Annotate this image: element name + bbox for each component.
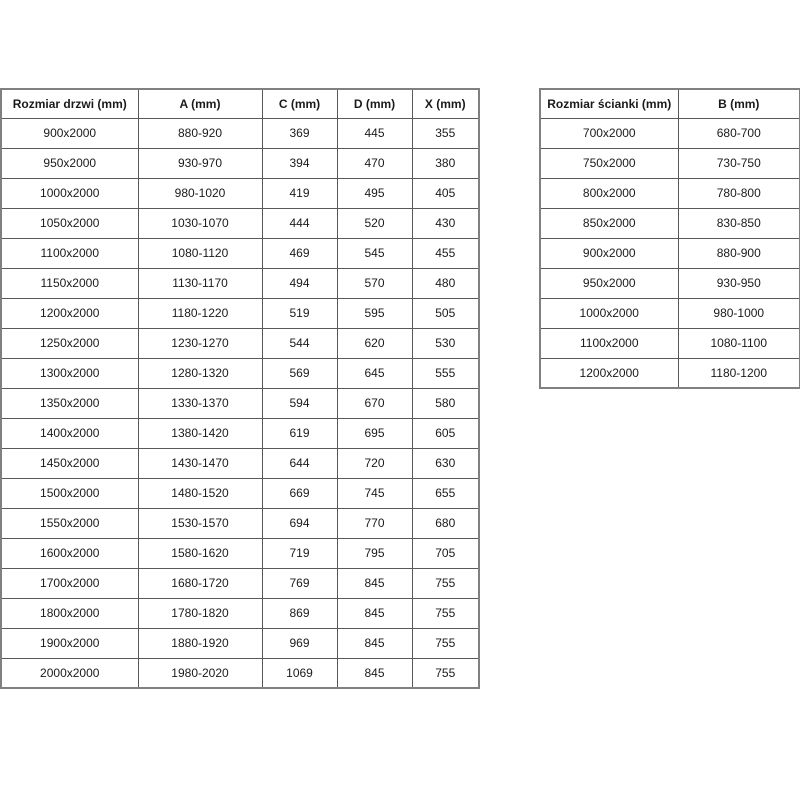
table-cell: 980-1000 [678, 298, 800, 328]
table-cell: 1480-1520 [138, 478, 262, 508]
table-cell: 694 [262, 508, 337, 538]
table-cell: 445 [337, 118, 412, 148]
table-cell: 594 [262, 388, 337, 418]
table-cell: 620 [337, 328, 412, 358]
table-cell: 1600x2000 [1, 538, 138, 568]
table-cell: 845 [337, 598, 412, 628]
table-cell: 645 [337, 358, 412, 388]
table-cell: 845 [337, 628, 412, 658]
table-cell: 670 [337, 388, 412, 418]
table-cell: 1800x2000 [1, 598, 138, 628]
table-cell: 1450x2000 [1, 448, 138, 478]
column-header: D (mm) [337, 89, 412, 118]
wall-sizes-table-header [540, 89, 800, 118]
table-cell: 1400x2000 [1, 418, 138, 448]
table-cell: 545 [337, 238, 412, 268]
table-row [540, 298, 800, 328]
table-cell: 780-800 [678, 178, 800, 208]
table-cell: 1530-1570 [138, 508, 262, 538]
table-cell: 1550x2000 [1, 508, 138, 538]
table-cell: 769 [262, 568, 337, 598]
table-row [1, 478, 479, 508]
table-cell: 950x2000 [1, 148, 138, 178]
table-cell: 619 [262, 418, 337, 448]
column-header: X (mm) [412, 89, 479, 118]
table-cell: 1150x2000 [1, 268, 138, 298]
table-cell: 880-900 [678, 238, 800, 268]
table-row [1, 178, 479, 208]
table-cell: 980-1020 [138, 178, 262, 208]
table-cell: 470 [337, 148, 412, 178]
table-cell: 930-950 [678, 268, 800, 298]
table-cell: 1180-1220 [138, 298, 262, 328]
table-cell: 755 [412, 568, 479, 598]
table-cell: 1900x2000 [1, 628, 138, 658]
table-cell: 755 [412, 598, 479, 628]
table-row [540, 268, 800, 298]
table-cell: 1080-1120 [138, 238, 262, 268]
table-cell: 1380-1420 [138, 418, 262, 448]
table-cell: 555 [412, 358, 479, 388]
table-cell: 1250x2000 [1, 328, 138, 358]
table-cell: 900x2000 [540, 238, 678, 268]
table-cell: 900x2000 [1, 118, 138, 148]
table-cell: 869 [262, 598, 337, 628]
table-row [1, 328, 479, 358]
column-header: B (mm) [678, 89, 800, 118]
table-cell: 1000x2000 [1, 178, 138, 208]
table-cell: 444 [262, 208, 337, 238]
table-cell: 644 [262, 448, 337, 478]
table-cell: 680 [412, 508, 479, 538]
table-row [1, 208, 479, 238]
table-cell: 1330-1370 [138, 388, 262, 418]
table-cell: 1180-1200 [678, 358, 800, 388]
table-row [540, 148, 800, 178]
table-row [540, 118, 800, 148]
table-row [540, 178, 800, 208]
table-cell: 1680-1720 [138, 568, 262, 598]
table-cell: 380 [412, 148, 479, 178]
table-cell: 730-750 [678, 148, 800, 178]
table-cell: 745 [337, 478, 412, 508]
table-cell: 1300x2000 [1, 358, 138, 388]
header-row [540, 89, 800, 118]
table-cell: 719 [262, 538, 337, 568]
table-cell: 680-700 [678, 118, 800, 148]
table-cell: 519 [262, 298, 337, 328]
table-cell: 695 [337, 418, 412, 448]
table-row [540, 358, 800, 388]
table-cell: 505 [412, 298, 479, 328]
table-cell: 720 [337, 448, 412, 478]
wall-sizes-table-body [540, 118, 800, 388]
table-cell: 795 [337, 538, 412, 568]
table-row [1, 358, 479, 388]
table-row [540, 208, 800, 238]
table-row [1, 118, 479, 148]
table-cell: 755 [412, 628, 479, 658]
table-cell: 1780-1820 [138, 598, 262, 628]
door-sizes-table [0, 88, 480, 689]
table-row [1, 508, 479, 538]
table-cell: 355 [412, 118, 479, 148]
table-cell: 520 [337, 208, 412, 238]
table-cell: 1880-1920 [138, 628, 262, 658]
table-cell: 969 [262, 628, 337, 658]
table-cell: 394 [262, 148, 337, 178]
table-row [1, 418, 479, 448]
table-cell: 405 [412, 178, 479, 208]
table-cell: 419 [262, 178, 337, 208]
table-cell: 1030-1070 [138, 208, 262, 238]
table-row [1, 268, 479, 298]
table-row [1, 388, 479, 418]
table-row [1, 298, 479, 328]
table-cell: 494 [262, 268, 337, 298]
table-row [540, 238, 800, 268]
table-cell: 770 [337, 508, 412, 538]
table-cell: 580 [412, 388, 479, 418]
table-cell: 755 [412, 658, 479, 688]
table-cell: 830-850 [678, 208, 800, 238]
table-cell: 1580-1620 [138, 538, 262, 568]
table-cell: 530 [412, 328, 479, 358]
column-header: Rozmiar drzwi (mm) [1, 89, 138, 118]
table-cell: 950x2000 [540, 268, 678, 298]
table-row [1, 628, 479, 658]
table-cell: 2000x2000 [1, 658, 138, 688]
table-cell: 1200x2000 [1, 298, 138, 328]
table-row [1, 538, 479, 568]
table-cell: 495 [337, 178, 412, 208]
table-cell: 595 [337, 298, 412, 328]
table-cell: 1700x2000 [1, 568, 138, 598]
table-cell: 700x2000 [540, 118, 678, 148]
table-cell: 570 [337, 268, 412, 298]
table-cell: 1980-2020 [138, 658, 262, 688]
table-cell: 850x2000 [540, 208, 678, 238]
table-cell: 1430-1470 [138, 448, 262, 478]
table-cell: 569 [262, 358, 337, 388]
table-cell: 1350x2000 [1, 388, 138, 418]
table-row [1, 238, 479, 268]
table-cell: 845 [337, 568, 412, 598]
table-row [1, 658, 479, 688]
table-cell: 800x2000 [540, 178, 678, 208]
table-cell: 750x2000 [540, 148, 678, 178]
table-row [1, 148, 479, 178]
header-row [1, 89, 479, 118]
table-cell: 630 [412, 448, 479, 478]
column-header: A (mm) [138, 89, 262, 118]
door-sizes-table-body [1, 118, 479, 688]
column-header: C (mm) [262, 89, 337, 118]
table-cell: 1050x2000 [1, 208, 138, 238]
table-row [1, 598, 479, 628]
table-cell: 655 [412, 478, 479, 508]
table-cell: 1200x2000 [540, 358, 678, 388]
table-cell: 1130-1170 [138, 268, 262, 298]
table-cell: 880-920 [138, 118, 262, 148]
table-cell: 605 [412, 418, 479, 448]
table-cell: 845 [337, 658, 412, 688]
table-cell: 1230-1270 [138, 328, 262, 358]
table-cell: 669 [262, 478, 337, 508]
door-sizes-table-header [1, 89, 479, 118]
table-cell: 469 [262, 238, 337, 268]
table-cell: 544 [262, 328, 337, 358]
table-row [1, 568, 479, 598]
table-cell: 430 [412, 208, 479, 238]
table-row [1, 448, 479, 478]
table-cell: 369 [262, 118, 337, 148]
table-cell: 480 [412, 268, 479, 298]
table-cell: 1500x2000 [1, 478, 138, 508]
table-cell: 1100x2000 [540, 328, 678, 358]
table-cell: 1080-1100 [678, 328, 800, 358]
table-cell: 930-970 [138, 148, 262, 178]
table-row [540, 328, 800, 358]
table-cell: 1069 [262, 658, 337, 688]
table-cell: 1100x2000 [1, 238, 138, 268]
table-cell: 705 [412, 538, 479, 568]
table-cell: 1000x2000 [540, 298, 678, 328]
table-cell: 455 [412, 238, 479, 268]
table-cell: 1280-1320 [138, 358, 262, 388]
column-header: Rozmiar ścianki (mm) [540, 89, 678, 118]
wall-sizes-table [539, 88, 800, 389]
